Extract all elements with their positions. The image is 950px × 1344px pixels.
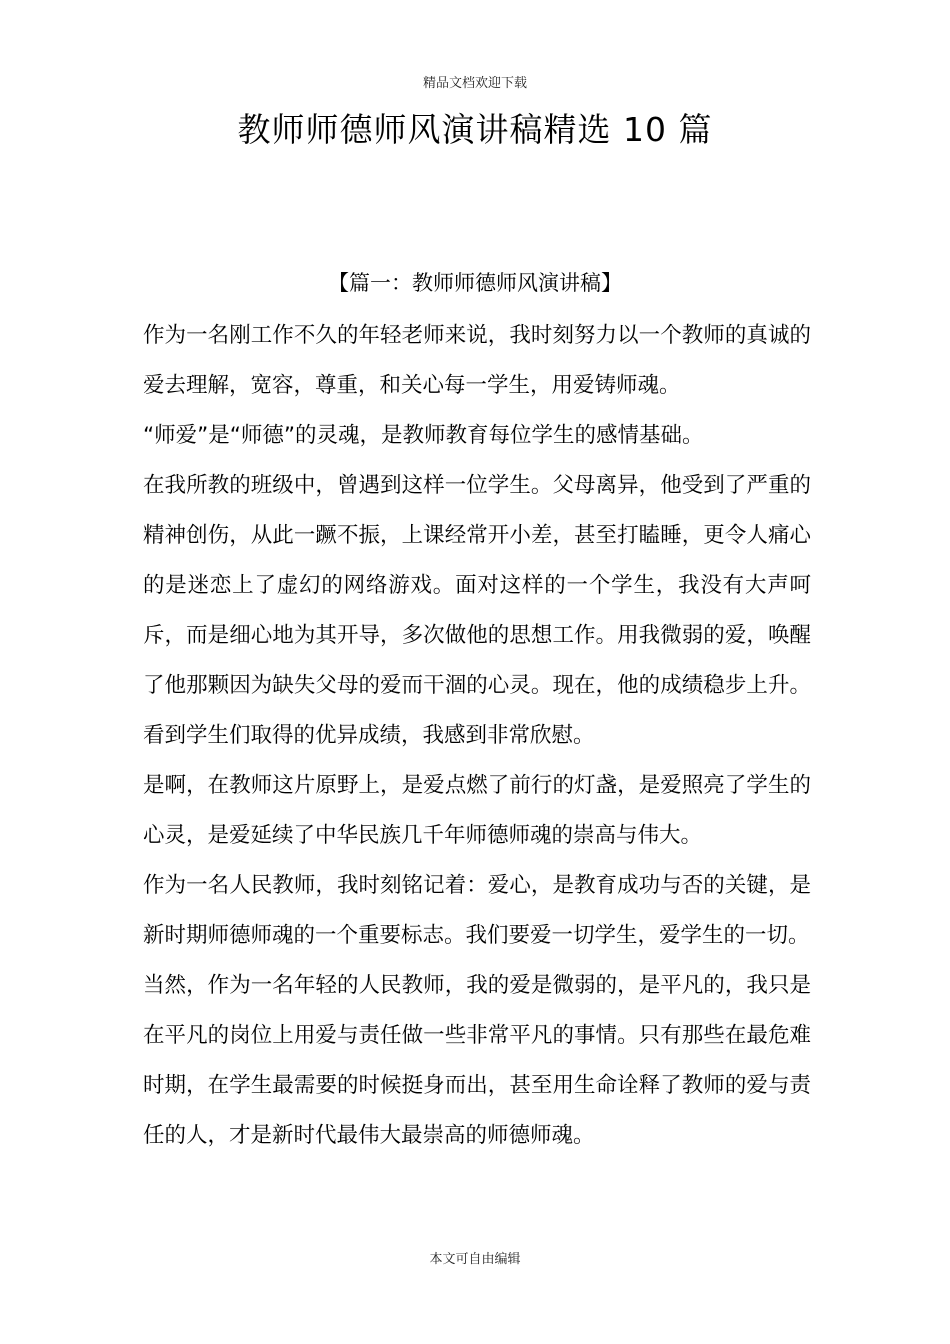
paragraph: 是啊，在教师这片原野上，是爱点燃了前行的灯盏，是爱照亮了学生的心灵，是爱延续了中华民族几千年师德师魂的崇高与伟大。 bbox=[143, 773, 811, 848]
paragraph: 在我所教的班级中，曾遇到这样一位学生。父母离异，他受到了严重的精神创伤，从此一蹶不振，上课经常开小差，甚至打瞌睡，更令人痛心的是迷恋上了虚幻的网络游戏。面对这样的一个学生，我没有大声呵斥，而是细心地为其开导，多次做他的思想工作。用我微弱的爱，唤醒了他那颗因为缺失父母的爱而干涸的心灵。现在，他的成绩稳步上升。看到学生们取得的优异成绩，我感到非常欣慰。 bbox=[143, 473, 811, 748]
body-text bbox=[143, 311, 811, 1161]
footer-note: 本文可自由编辑 bbox=[429, 1252, 521, 1267]
paragraph: 作为一名刚工作不久的年轻老师来说，我时刻努力以一个教师的真诚的爱去理解，宽容，尊重，和关心每一学生，用爱铸师魂。 bbox=[143, 323, 811, 398]
paragraph: 当然，作为一名年轻的人民教师，我的爱是微弱的，是平凡的，我只是在平凡的岗位上用爱与责任做一些非常平凡的事情。只有那些在最危难时期，在学生最需要的时候挺身而出，甚至用生命诠释了教师的爱与责任的人，才是新时代最伟大最崇高的师德师魂。 bbox=[143, 973, 811, 1148]
document-title: 教师师德师风演讲稿精选 10 篇 bbox=[237, 110, 713, 149]
section-heading: 【篇一：教师师德师风演讲稿】 bbox=[328, 271, 622, 295]
header-note: 精品文档欢迎下载 bbox=[422, 76, 527, 91]
paragraph: 作为一名人民教师，我时刻铭记着：爱心，是教育成功与否的关键，是新时期师德师魂的一个重要标志。我们要爱一切学生，爱学生的一切。 bbox=[143, 873, 811, 948]
paragraph: “师爱”是“师德”的灵魂，是教师教育每位学生的感情基础。 bbox=[143, 423, 704, 448]
